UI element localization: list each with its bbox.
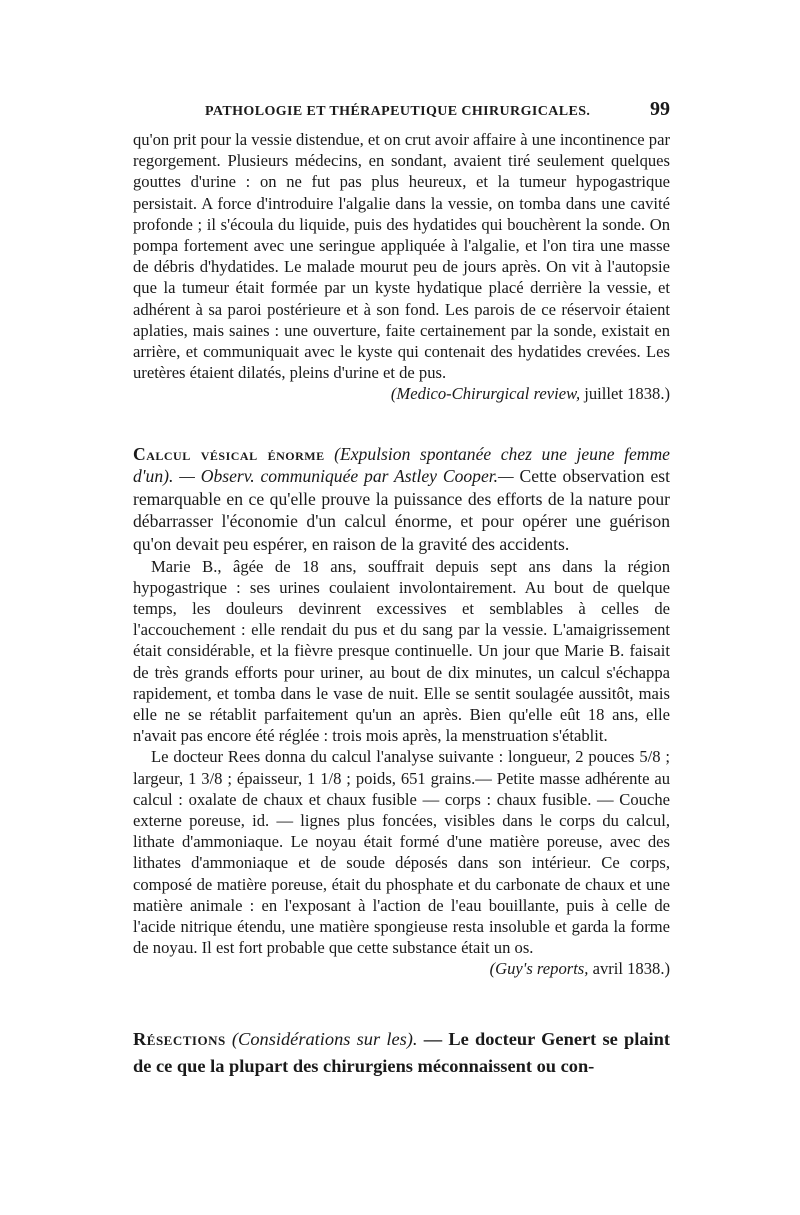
citation [133, 383, 670, 404]
article-title: Résections [133, 1028, 226, 1049]
article-calcul [133, 443, 670, 980]
article-text: — Le docteur Genert se plaint de ce que la plupart des chirurgiens méconnaissent ou con- [133, 1028, 670, 1076]
running-header [205, 98, 670, 121]
case-paragraph: Marie B., âgée de 18 ans, souffrait depuis sept ans dans la région hypogastrique : ses urines coulaient involontairement. Au bout de quelque temps, les douleurs devinrent excessives et semblables à celles de l'accouchement : elle rendait du pus et du sang par la vessie. L'amaigrissement était considérable, et la fièvre presque continuelle. Un jour que Marie B. faisait de très grands efforts pour uriner, au bout de dix minutes, un calcul s'échappa rapidement, et tomba dans le vase de nuit. Elle se sentit soulagée aussitôt, mais elle ne se rétablit parfaitement qu'un an après. Bien qu'elle eût 18 ans, elle n'avait pas encore été réglée : trois mois après, la menstruation s'établit. [133, 556, 670, 746]
page-number: 99 [650, 98, 670, 120]
body-text [133, 129, 670, 1080]
article-heading [133, 443, 670, 556]
running-title: PATHOLOGIE ET THÉRAPEUTIQUE CHIRURGICALES. [205, 104, 591, 119]
citation-source: (Guy's reports, [489, 959, 589, 979]
citation [133, 958, 670, 979]
analysis-text: Le docteur Rees donna du calcul l'analyse suivante : longueur, 2 pouces 5/8 ; largeur, 1 3/8 ; épaisseur, 1 1/8 ; poids, 651 grains.— Petite masse adhérente au calcul : oxalate de chaux et chaux fusible — corps : chaux fusible. — Couche externe poreuse, id. — lignes plus foncées, visibles dans le corps du calcul, lithate d'ammoniaque. Le noyau était formé d'une matière poreuse, avec des lithates d'ammoniaque et de soude déposés dans son intérieur. Ce corps, composé de matière poreuse, était du phosphate et du carbonate de chaux et une matière animale : en l'exposant à l'action de l'eau bouillante, puis à celle de l'acide nitrique étendu, une matière spongieuse resta insoluble et garda la forme de noyau. Il est fort probable que cette substance était un os. [133, 747, 670, 958]
analysis-paragraph [133, 746, 670, 979]
citation-source: (Medico-Chirurgical review, [390, 384, 581, 404]
continuation-text: qu'on prit pour la vessie distendue, et on crut avoir affaire à une incontinence par regorgement. Plusieurs médecins, en sondant, avaient tiré seulement quelques gouttes d'urine : on ne fut pas plus heureux, et la tumeur hypogastrique persistait. A force d'introduire l'algalie dans la vessie, on tomba dans une cavité profonde ; il s'écoula du liquide, puis des hydatides qui bouchèrent la sonde. On pompa fortement avec une seringue appliquée à l'algalie, et l'on tira une masse de débris d'hydatides. Le malade mourut peu de jours après. On vit à l'autopsie que la tumeur était formée par un kyste hydatique placé derrière la vessie, et adhérent à sa paroi postérieure et à son fond. Les parois de ce réservoir étaient aplaties, mais saines : une ouverture, faite certainement par la sonde, existait en arrière, et communiquait avec le kyste qui contenait des hydatides crevées. Les uretères étaient dilatés, pleins d'urine et de pus. [133, 130, 670, 383]
article-heading [133, 1026, 670, 1080]
article-subtitle: (Considérations sur les). [231, 1028, 418, 1049]
article-intro: Cette observation est remarquable en ce qu'elle prouve la puissance des efforts de la nature pour débarrasser l'économie d'un calcul énorme, et pour opérer une guérison qu'on devait peu espérer, en raison de la gravité des accidents. [133, 466, 670, 555]
continuation-paragraph [133, 129, 670, 405]
citation-date: juillet 1838.) [584, 384, 670, 404]
article-resections [133, 1026, 670, 1080]
citation-date: avril 1838.) [592, 959, 670, 979]
article-subtitle: (Expulsion spontanée chez une jeune femme d'un). — Observ. communiquée par Astley Cooper.— [133, 443, 670, 487]
article-title: Calcul vésical énorme [133, 443, 325, 464]
